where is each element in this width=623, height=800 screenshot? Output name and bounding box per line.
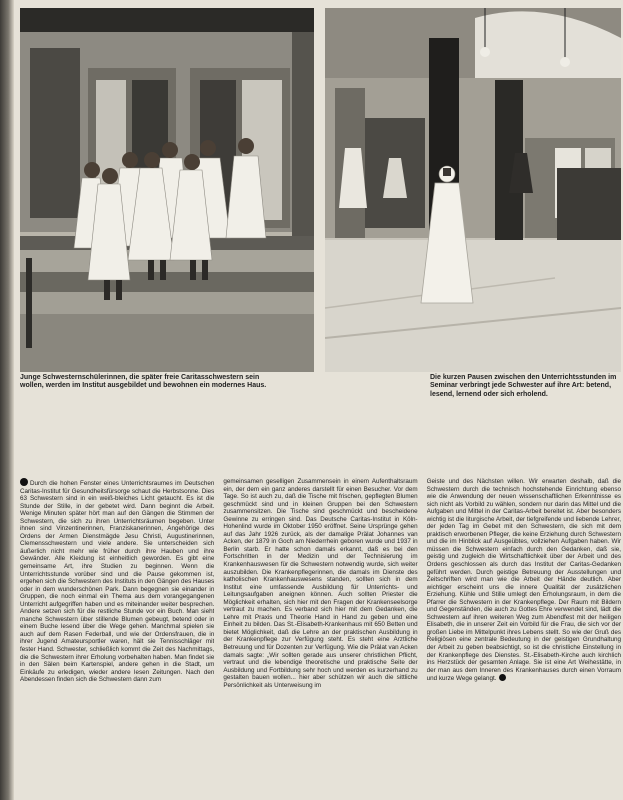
photo-nursing-students: [20, 8, 314, 372]
photo-seminar-hall: [325, 8, 621, 372]
article-body: [20, 478, 621, 796]
caption-right: Die kurzen Pausen zwischen den Unterrichtsstunden im Seminar verbringt jede Schwester auf ihre Art: betend, lesend, lernend oder sich erholend.: [430, 374, 617, 398]
article-text: gemeinsamen geselligen Zusammensein in einem Aufenthaltsraum ein, der dem ein ganz anderes darstellt für einen Besucher. Vor dem Tage. So ist auch zu, daß die Tische mit frischen, gepflegten Blumen geschmückt sind und in kleinen Gruppen bei den Schwestern zusammensitzen. Die Tische sind geschmückt und bescheidene Gewinne zu erringen sind. Das Deutsche Caritas-Institut in Köln-Hohenlind wurde im Oktober 1950 eröffnet. Seine Ursprünge gehen auf das Jahr 1926 zurück, als der damalige Prälat Johannes van Acken, der 1879 in Goch am Niederrhein geboren wurde und 1937 in Berlin starb. Er hatte schon damals erkannt, daß es bei den Fortschritten in der Medizin und der Technisierung im Krankenhauswesen für die Schwestern notwendig wurde, sich weiter auszubilden. Die Krankenpflegerinnen, die damals im Dienste des katholischen Krankenhauswesens standen, sollten sich in dem Institut eine umfassende Ausbildung für Unterrichts- und Leitungsaufgaben aneignen können. Auch sollten Priester die Möglichkeit erhalten, sich hier mit den Fragen der Krankenseelsorge vertraut zu machen. Es verband sich hier mit dem Gedanken, die Lehre mit Praxis und Theorie Hand in Hand zu geben und eine Einheit zu bilden. Das St.-Elisabeth-Krankenhaus mit 650 Betten und bietet Möglichkeit, daß die Lehre an der praktischen Ausbildung in der Krankenpflege zur Verfügung steht. Es steht eine Arztliche Betreuung und für Dozenten zur Verfügung. Wie die Prälat van Acken damals sagte: „Wir sollten gerade aus unserer christlichen Pflicht, vertraut und die lebendige theoretische und praktische Seite der Ausbildung und Fortbildung sehr hoch und werden es kurzerhand zu gestalten bauen wollen... hier aber schützen wir auch die sittliche Persönlichkeit als Unterweisung im: [223, 478, 418, 689]
article-text: Geiste und des Nächsten willen. Wir erwarten deshalb, daß die Schwestern durch die technisch hochstehende Einrichtung ebenso wie die Anwendung der neuen wissenschaftlichen Erkenntnisse es sich nicht als Vorbild zu wählen, sondern nur darin das Mittel und die Aufgaben und Mittel in der Caritas-Arbeit bereitet ist. Aber besonders wichtig ist die liturgische Arbeit, der tiefgreifende und liebende Lehrer, der jeden Tag im Gebet mit den Schwestern, die sich mit dem praktisch erworbenen Pfleger, die keine Erziehung durch Schwestern und die im Hinblick auf Ausgeübtes, vollziehen Aufgaben haben. Wir müssen die Schwestern einfach durch den Gedanken, daß sie, geistig und zugleich die Wirtschaftlichkeit über der Arbeit und des Ordens geschlossen als durch das Institut der Caritas-Gedanken geführt werden. Durch geistige Betreuung der Ausstellungen und Zeitschriften wird man wie die Arbeit der Hände deutlich. Aber wichtiger erscheint uns die innere Qualität der zusätzlichen Erziehung. Kühle und Stille umlegt den Erholungsraum, in dem die Pfarrer die Schwestern in der Krankenpflege. Der Raum mit Bildern und Gegenständen, die auch zu Gottes Ehre verwendet sind, lädt die Schwestern auf ihren weiteren Weg zum Abendfest mit der heiligen Elisabeth, die in unserer Zeit ein Vorbild für die Frau, die sich vor der großen Liebe im Mittelpunkt ihres Lebens stellt. So wie der Gruß des Religiösen eine zentrale Bedeutung in der geistigen Grundhaltung der Arbeit zu geben beabsichtigt, so ist die christliche Einstellung in der Krankenpflege des Dienstes. St.-Elisabeth-Kirche auch kirchlich ins Herzstück der gesamten Anlage. Sie ist eine Art Weihestätte, in der man aus dem Inneren des Krankenhauses durch einen Vorraum und kurze Wege gelangt.: [426, 478, 621, 683]
page-gutter-shadow: [0, 0, 14, 800]
article-column-2: [223, 478, 417, 796]
article-column-3: [427, 478, 621, 796]
caption-left: Junge Schwesternschülerinnen, die später freie Caritasschwestern sein wollen, werden im Institut ausgebildet und bewohnen ein modernes Haus.: [20, 374, 267, 390]
article-column-1: [20, 478, 214, 796]
students-on-steps-illustration: [20, 8, 314, 372]
end-of-article-marker: [499, 674, 506, 681]
bullet-marker: [20, 478, 28, 486]
nun-in-hall-illustration: [325, 8, 621, 372]
article-text: Durch die hohen Fenster eines Unterrichtsraumes im Deutschen Caritas-Institut für Gesundheitsfürsorge schaut die Herbstsonne. Dies 63 Schwestern sind in ein weiß-bleiches Licht getaucht. Es ist die Stunde der Stille, in der gebetet wird. Dann beginnt die Arbeit. Wenige Minuten später hört man auf den Gängen die Stimmen der Schwestern, die sich zu ihren Unterrichtsräumen begeben. Unter ihnen sind Vinzentinerinnen, Franziskanerinnen, Angehörige des Ordens der Armen Dienstmägde Jesu Christi, Augustinerinnen, Clemensschwestern und viele andere. Sie unterscheiden sich äußerlich nicht mehr wie früher durch ihre Hauben und ihre Gewänder. Alle Kleidung ist einheitlich geworden. Es gibt eine gemeinsame Art, ihre Studien zu beginnen. Wenn die Unterrichtsstunde vorüber sind und die Pause gekommen ist, ergehen sich die Schwestern des Instituts in den Gängen des Hauses oder in dem wunderschönen Park. Dann begegnen sie einander in Gruppen, die noch einmal ein Thema aus dem vorangegangenen Unterricht aufgegriffen haben und es miteinander weiter besprechen. Andere setzen sich für die restliche Stunde vor ein Buch. Man sieht manche Schwestern über stillende Blumen gebeugt, betend oder in einem Buche lesend über die Wege gehen. Manchmal spielen sie auch auf dem Rasen Federball, und wie der Ordensfrauen, die in ihrer Jugend Amateursportler waren, hält sie Tennisschläger mit fester Hand. Schwester, schließlich kommt die Zeit des Nachmittags, die die Schwestern ihrer Erholung vorbehalten haben. Man findet sie in den Sälen beim Kartenspiel, andere gehen in die Stadt, um Einkäufe zu erledigen, wieder andere lesen Zeitungen. Nach den Abendessen finden sich die Schwestern dann zum: [20, 480, 215, 684]
